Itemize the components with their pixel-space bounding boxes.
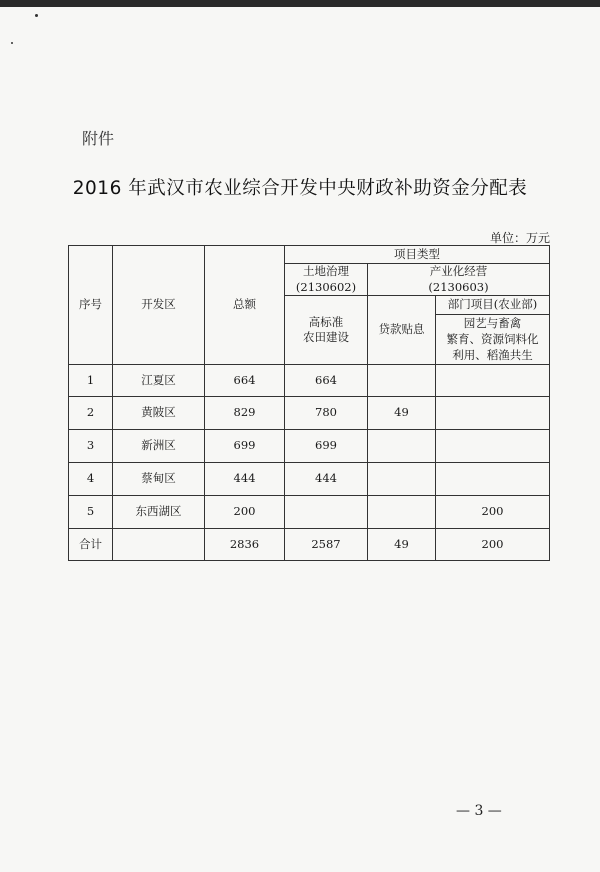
header-seq: 序号	[69, 246, 113, 365]
row-dept: 200	[436, 496, 550, 529]
row-zone: 东西湖区	[113, 496, 205, 529]
row-seq: 3	[69, 430, 113, 463]
table-row	[69, 496, 550, 529]
row-zone: 黄陂区	[113, 397, 205, 430]
header-row-1	[69, 246, 550, 264]
header-project-type: 项目类型	[285, 246, 550, 264]
attachment-label: 附件	[82, 129, 115, 148]
header-dept-project-label: 部门项目(农业部)	[436, 296, 549, 315]
row-loan: 49	[368, 397, 436, 430]
row-loan	[368, 430, 436, 463]
row-zone: 新洲区	[113, 430, 205, 463]
header-loan-subsidy: 贷款贴息	[368, 296, 436, 365]
row-seq: 5	[69, 496, 113, 529]
row-total: 699	[205, 430, 285, 463]
header-industrial-code: (2130603)	[428, 279, 489, 294]
table-row	[69, 430, 550, 463]
header-industrial-label: 产业化经营	[429, 264, 488, 278]
row-total: 444	[205, 463, 285, 496]
total-dept: 200	[436, 529, 550, 561]
row-seq: 2	[69, 397, 113, 430]
document-title: 2016 年武汉市农业综合开发中央财政补助资金分配表	[72, 178, 528, 199]
header-dept-detail-3: 利用、稻渔共生	[452, 347, 533, 362]
row-farmland: 444	[285, 463, 368, 496]
table-row	[69, 365, 550, 397]
row-dept	[436, 365, 550, 397]
header-high-standard-farmland	[285, 296, 368, 365]
row-zone: 蔡甸区	[113, 463, 205, 496]
header-land-mgmt-label: 土地治理	[303, 264, 349, 278]
row-dept	[436, 463, 550, 496]
row-loan	[368, 496, 436, 529]
row-total: 664	[205, 365, 285, 397]
row-farmland: 664	[285, 365, 368, 397]
total-zone	[113, 529, 205, 561]
row-farmland: 780	[285, 397, 368, 430]
row-seq: 4	[69, 463, 113, 496]
header-land-mgmt	[285, 264, 368, 296]
row-seq: 1	[69, 365, 113, 397]
row-dept	[436, 430, 550, 463]
header-zone: 开发区	[113, 246, 205, 365]
header-dept-detail-1: 园艺与畜禽	[463, 315, 522, 330]
total-total: 2836	[205, 529, 285, 561]
page-number: — 3 —	[456, 803, 502, 819]
scan-speck	[11, 42, 13, 44]
scan-top-edge	[0, 0, 600, 7]
total-row	[69, 529, 550, 561]
row-loan	[368, 365, 436, 397]
allocation-table	[68, 245, 550, 561]
total-loan: 49	[368, 529, 436, 561]
header-high-standard-line1: 高标准	[308, 314, 344, 329]
row-total: 829	[205, 397, 285, 430]
row-zone: 江夏区	[113, 365, 205, 397]
header-industrial	[368, 264, 550, 296]
row-dept	[436, 397, 550, 430]
header-high-standard-line2: 农田建设	[303, 330, 349, 345]
row-loan	[368, 463, 436, 496]
header-dept-project	[436, 296, 550, 365]
header-land-mgmt-code: (2130602)	[295, 279, 357, 294]
scan-speck	[35, 14, 38, 17]
unit-label: 单位：万元	[489, 231, 550, 245]
row-farmland	[285, 496, 368, 529]
table-row	[69, 397, 550, 430]
total-label: 合计	[69, 529, 113, 561]
total-farmland: 2587	[285, 529, 368, 561]
header-total: 总额	[205, 246, 285, 365]
row-total: 200	[205, 496, 285, 529]
row-farmland: 699	[285, 430, 368, 463]
header-dept-detail-2: 繁育、资源饲料化	[446, 332, 539, 347]
table-row	[69, 463, 550, 496]
